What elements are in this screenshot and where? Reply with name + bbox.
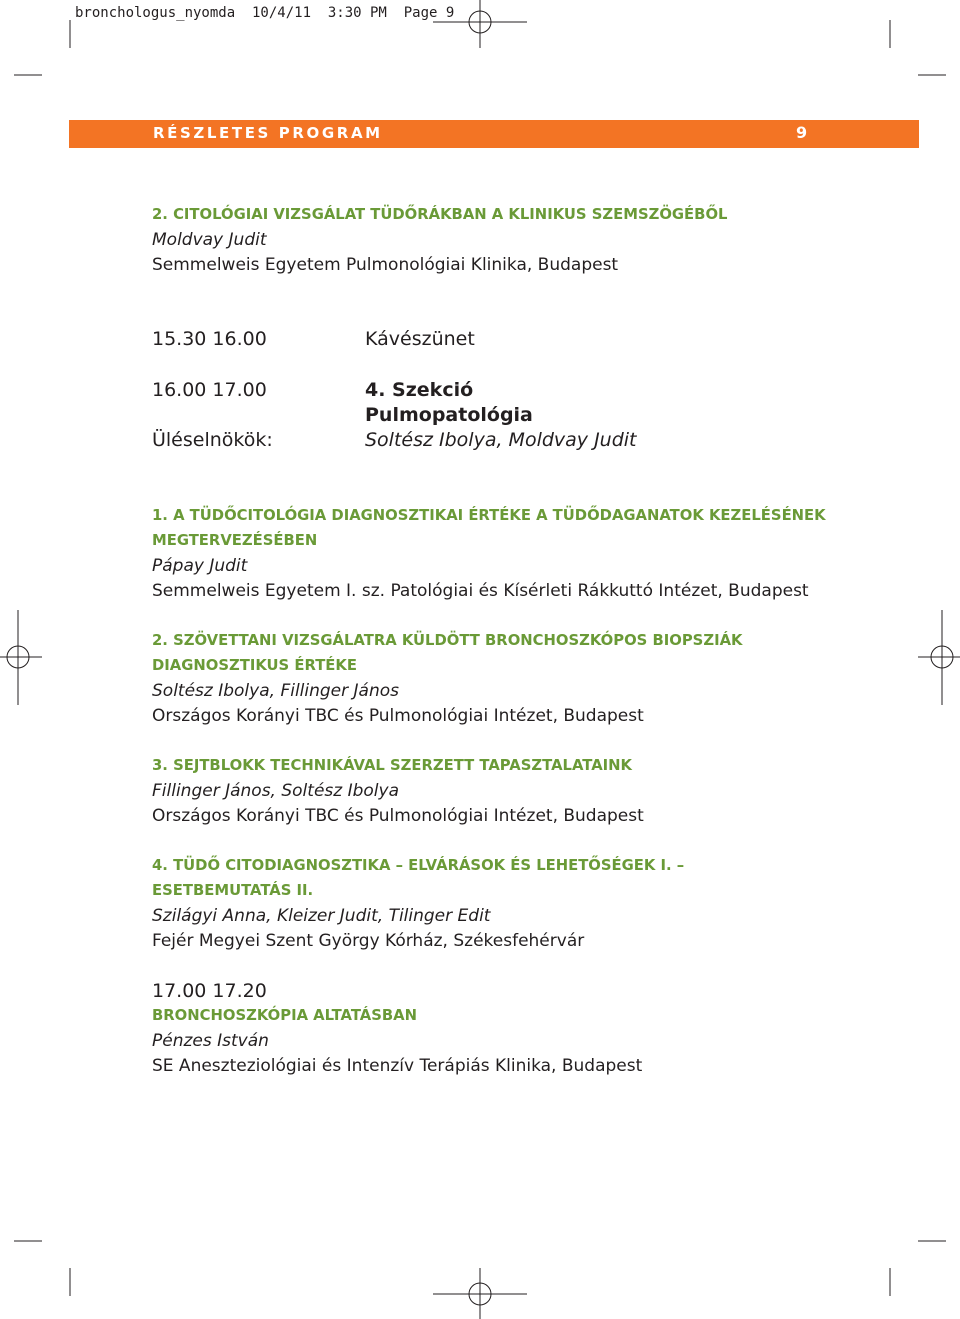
talk-affiliation: Semmelweis Egyetem I. sz. Patológiai és Kísérleti Rákkuttó Intézet, Budapest	[152, 581, 809, 601]
talk-author: Moldvay Judit	[152, 230, 267, 250]
section-title: RÉSZLETES PROGRAM	[153, 124, 383, 142]
talk-author: Fillinger János, Soltész Ibolya	[152, 781, 399, 801]
session-name: Pulmopatológia	[365, 404, 533, 426]
talk-affiliation: Országos Korányi TBC és Pulmonológiai Intézet, Budapest	[152, 806, 644, 826]
break-time: 15.30 16.00	[152, 328, 267, 350]
talk-title: 2. CITOLÓGIAI VIZSGÁLAT TÜDŐRÁKBAN A KLINIKUS SZEMSZÖGÉBŐL	[152, 206, 728, 223]
talk-title: 1. A TÜDŐCITOLÓGIA DIAGNOSZTIKAI ÉRTÉKE A TÜDŐDAGANATOK KEZELÉSÉNEK	[152, 507, 826, 524]
talk-time: 17.00 17.20	[152, 980, 267, 1002]
break-label: Kávészünet	[365, 328, 475, 350]
printer-slug: bronchologus_nyomda 10/4/11 3:30 PM Page 9	[75, 5, 455, 21]
talk-title-cont: MEGTERVEZÉSÉBEN	[152, 532, 318, 549]
chairs-names: Soltész Ibolya, Moldvay Judit	[365, 429, 637, 451]
talk-title-cont: DIAGNOSZTIKUS ÉRTÉKE	[152, 657, 357, 674]
talk-title: 2. SZÖVETTANI VIZSGÁLATRA KÜLDÖTT BRONCHOSZKÓPOS BIOPSZIÁK	[152, 632, 743, 649]
chairs-label: Üléselnökök:	[152, 429, 273, 451]
talk-title-cont: ESETBEMUTATÁS II.	[152, 882, 314, 899]
session-number: 4. Szekció	[365, 379, 474, 401]
talk-affiliation: Országos Korányi TBC és Pulmonológiai Intézet, Budapest	[152, 706, 644, 726]
talk-title: BRONCHOSZKÓPIA ALTATÁSBAN	[152, 1007, 418, 1024]
page-number: 9	[796, 123, 808, 142]
talk-affiliation: Semmelweis Egyetem Pulmonológiai Klinika, Budapest	[152, 255, 619, 275]
talk-author: Szilágyi Anna, Kleizer Judit, Tilinger Edit	[152, 906, 491, 926]
talk-affiliation: SE Aneszteziológiai és Intenzív Terápiás Klinika, Budapest	[152, 1056, 643, 1076]
session-time: 16.00 17.00	[152, 379, 267, 401]
talk-title: 4. TÜDŐ CITODIAGNOSZTIKA – ELVÁRÁSOK ÉS LEHETŐSÉGEK I. –	[152, 857, 685, 874]
talk-affiliation: Fejér Megyei Szent György Kórház, Székesfehérvár	[152, 931, 585, 951]
talk-title: 3. SEJTBLOKK TECHNIKÁVAL SZERZETT TAPASZTALATAINK	[152, 757, 633, 774]
section-header-bar	[69, 120, 919, 148]
talk-author: Soltész Ibolya, Fillinger János	[152, 681, 399, 701]
talk-author: Pénzes István	[152, 1031, 269, 1051]
talk-author: Pápay Judit	[152, 556, 248, 576]
